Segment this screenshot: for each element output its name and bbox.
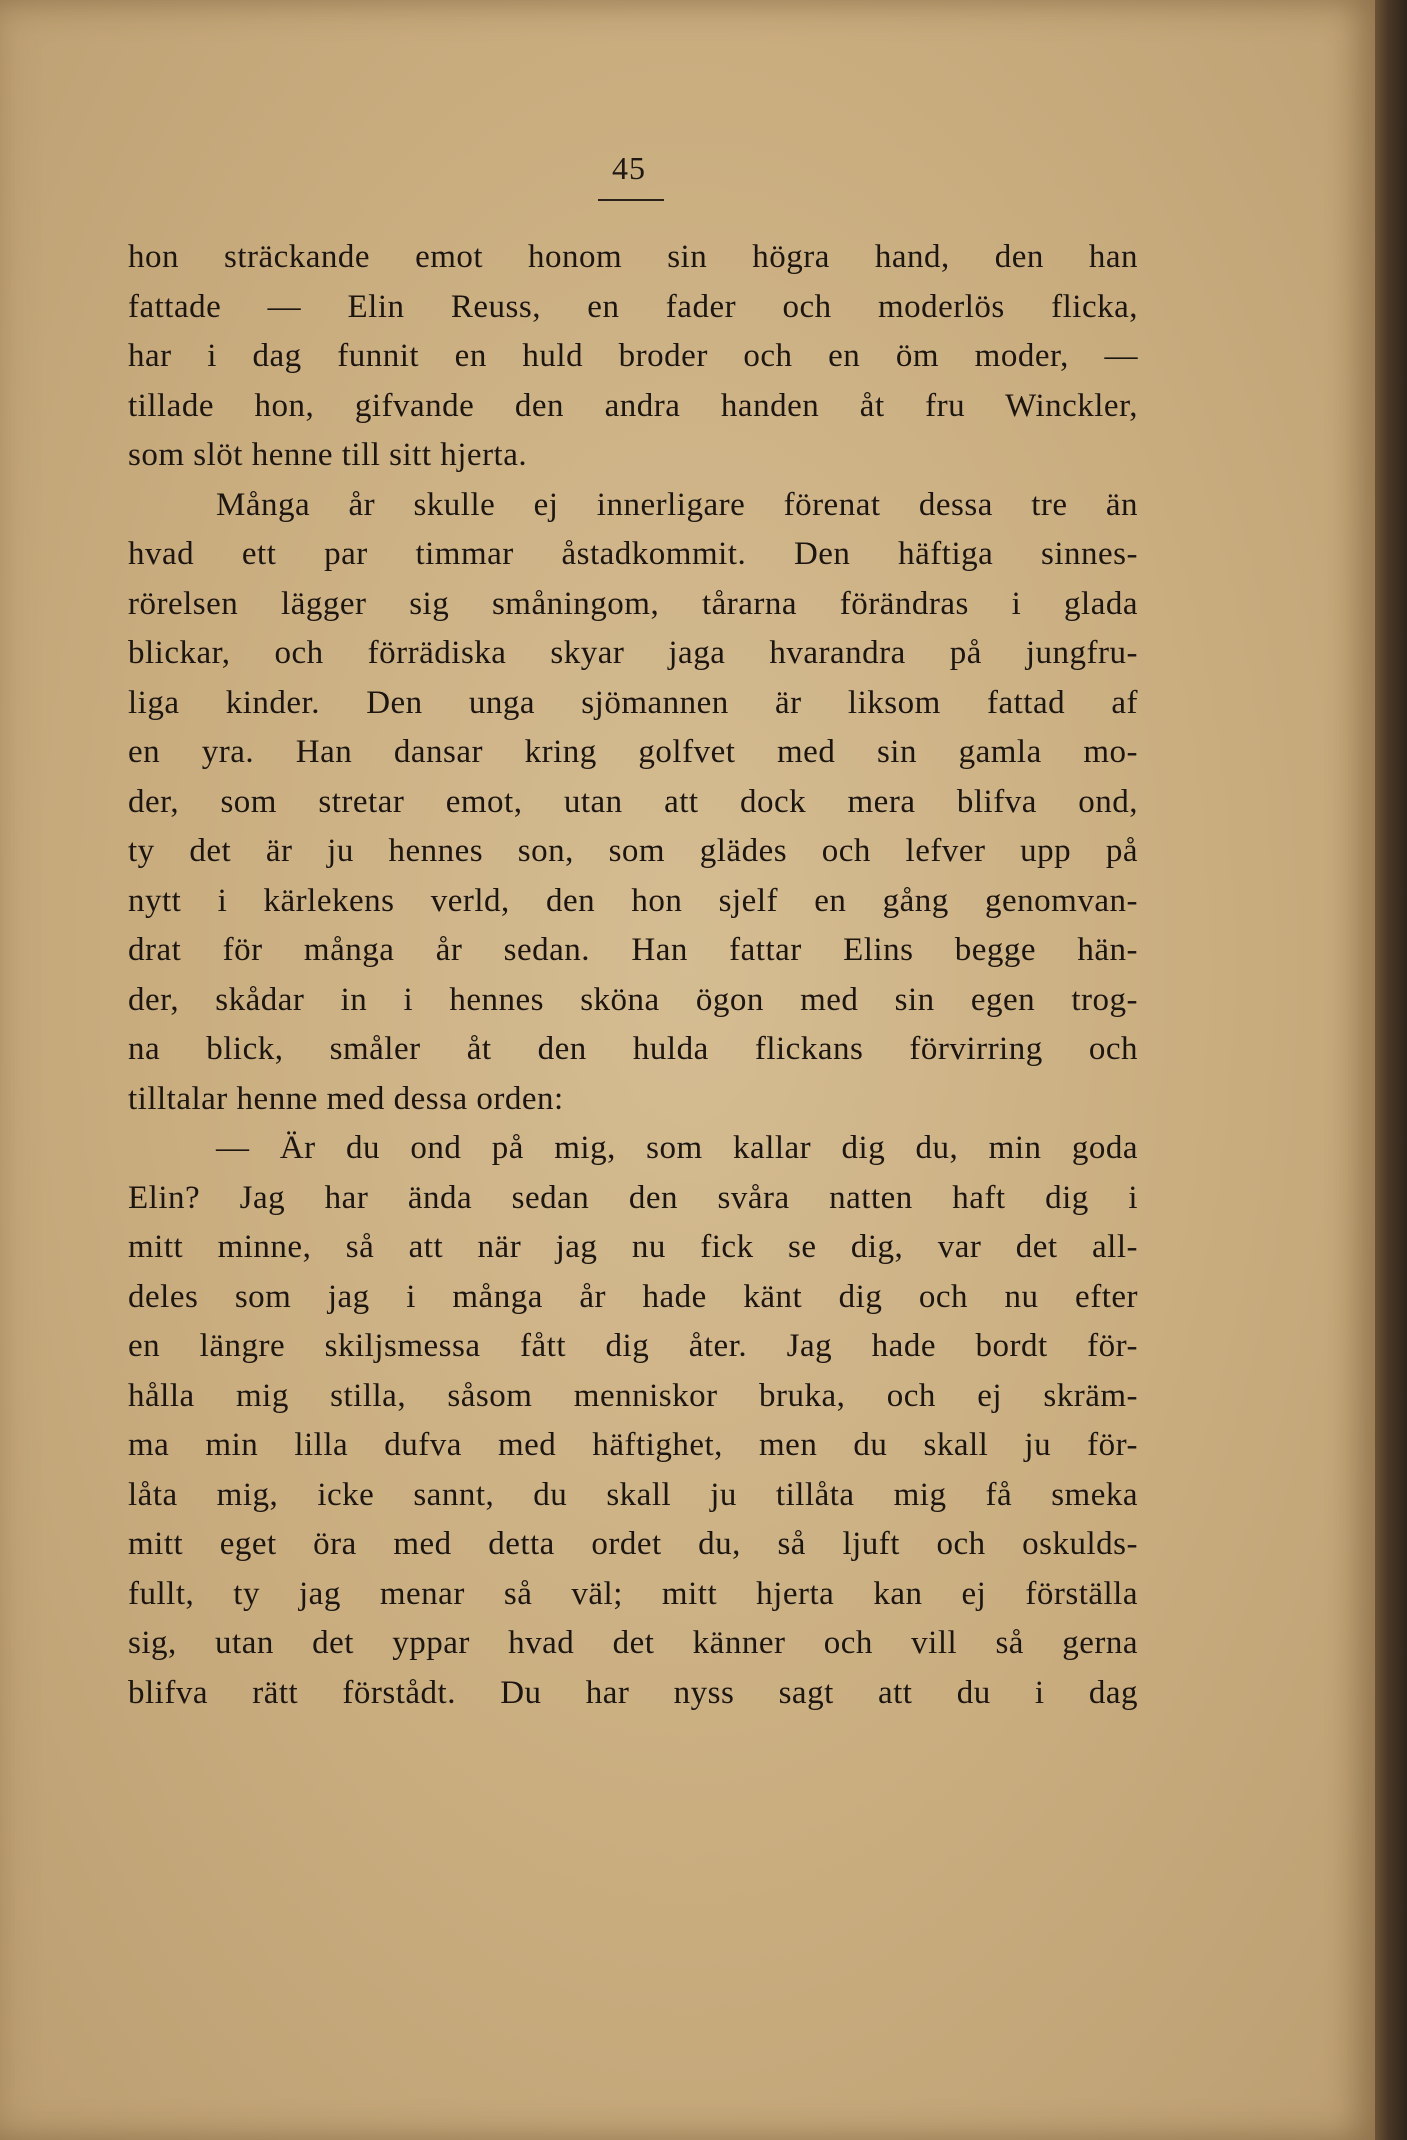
- text-line: na blick, småler åt den hulda flickans förvirring och: [128, 1031, 1138, 1067]
- text-line: mitt minne, så att när jag nu fick se dig, var det all-: [128, 1229, 1138, 1265]
- text-line: hvad ett par timmar åstadkommit. Den häftiga sinnes-: [128, 536, 1138, 572]
- text-line: tilltalar henne med dessa orden:: [128, 1080, 564, 1117]
- text-line: liga kinder. Den unga sjömannen är liksom fattad af: [128, 684, 1138, 721]
- text-line: ty det är ju hennes son, som glädes och lefver upp på: [128, 833, 1138, 869]
- text-line: ma min lilla dufva med häftighet, men du skall ju för-: [128, 1427, 1138, 1463]
- text-line: blifva rätt förstådt. Du har nyss sagt att du i dag: [128, 1674, 1138, 1711]
- text-line: en yra. Han dansar kring golfvet med sin gamla mo-: [128, 734, 1138, 770]
- text-line: blickar, och förrädiska skyar jaga hvarandra på jungfru-: [128, 635, 1138, 671]
- text-line: der, som stretar emot, utan att dock mera blifva ond,: [128, 783, 1138, 820]
- text-line: fullt, ty jag menar så väl; mitt hjerta kan ej förställa: [128, 1575, 1138, 1612]
- text-line: tillade hon, gifvande den andra handen åt fru Winckler,: [128, 387, 1138, 424]
- text-line: drat för många år sedan. Han fattar Elins begge hän-: [128, 932, 1138, 968]
- text-line: sig, utan det yppar hvad det känner och vill så gerna: [128, 1625, 1138, 1661]
- text-line: hålla mig stilla, såsom menniskor bruka, och ej skräm-: [128, 1377, 1138, 1414]
- body-text: [128, 233, 1138, 1718]
- text-line: nytt i kärlekens verld, den hon sjelf en gång genomvan-: [128, 882, 1138, 919]
- text-line: — Är du ond på mig, som kallar dig du, min goda: [216, 1130, 1138, 1166]
- text-line: rörelsen lägger sig småningom, tårarna förändras i glada: [128, 585, 1138, 622]
- text-line: Elin? Jag har ända sedan den svåra natten haft dig i: [128, 1179, 1138, 1216]
- text-line: har i dag funnit en huld broder och en öm moder, —: [128, 338, 1138, 374]
- text-line: mitt eget öra med detta ordet du, så ljuft och oskulds-: [128, 1526, 1138, 1562]
- text-line: som slöt henne till sitt hjerta.: [128, 437, 528, 473]
- text-line: låta mig, icke sannt, du skall ju tillåta mig få smeka: [128, 1476, 1138, 1513]
- page-number: 45: [612, 150, 646, 186]
- text-line: fattade — Elin Reuss, en fader och moderlös flicka,: [128, 288, 1138, 325]
- page-number-rule: [598, 199, 664, 201]
- book-spine-shadow: [1375, 0, 1407, 2140]
- text-line: der, skådar in i hennes sköna ögon med sin egen trog-: [128, 981, 1138, 1018]
- text-line: Många år skulle ej innerligare förenat dessa tre än: [216, 486, 1138, 523]
- text-line: hon sträckande emot honom sin högra hand, den han: [128, 239, 1138, 275]
- text-line: deles som jag i många år hade känt dig och nu efter: [128, 1278, 1138, 1315]
- text-line: en längre skiljsmessa fått dig åter. Jag hade bordt för-: [128, 1328, 1138, 1364]
